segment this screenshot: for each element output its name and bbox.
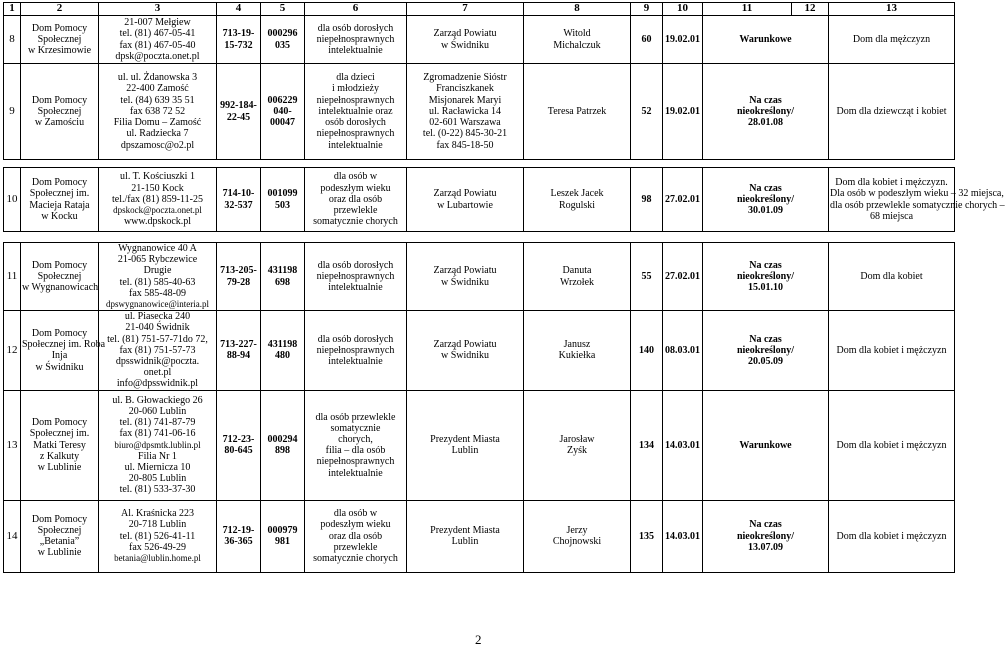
resident-type-cell-line: podeszłym wieku <box>320 519 391 531</box>
regon-cell <box>217 500 261 572</box>
permit-period-cell-line: 15.01.10 <box>748 282 783 294</box>
regon-cell-line: 15-732 <box>224 39 253 51</box>
regon-cell-line: 88-94 <box>226 350 251 362</box>
nip-cell-line: 503 <box>275 199 290 211</box>
facility-name-cell <box>21 311 106 390</box>
facility-name-cell-line: Społecznej <box>37 33 82 45</box>
facility-name-cell-line: Społecznej im. <box>29 428 90 440</box>
facility-name-cell-line: w Wygnanowicach <box>22 282 99 294</box>
table-row <box>4 243 955 311</box>
header-cell: 7 <box>407 3 524 16</box>
regon-cell-line: 714-10- <box>222 188 255 200</box>
governing-body-cell <box>407 390 524 500</box>
resident-type-cell-line: osób dorosłych <box>325 117 386 129</box>
resident-type-cell <box>305 64 407 160</box>
resident-type-cell-line: intelektualnie <box>328 467 383 479</box>
nip-cell <box>261 16 305 64</box>
facility-name-cell-line: Społecznej im. Roba <box>22 339 106 351</box>
address-cell <box>99 390 217 500</box>
resident-type-cell-line: dla osób dorosłych <box>317 259 394 271</box>
address-cell-line: dpsk@poczta.onet.pl <box>115 50 200 62</box>
decision-date-cell: 27.02.01 <box>663 243 703 311</box>
nip-cell-line: 898 <box>275 445 290 457</box>
permit-period-cell-line: 13.07.09 <box>748 541 783 553</box>
resident-type-cell-line: dla osób przewlekle <box>315 411 396 423</box>
regon-cell-line: 713-205- <box>220 265 257 277</box>
remarks-cell-line: Dom dla kobiet i mężczyzn <box>836 439 947 451</box>
resident-type-cell-line: somatycznie chorych <box>313 552 398 564</box>
director-cell <box>524 390 631 500</box>
director-cell-line: Rogulski <box>558 199 596 211</box>
governing-body-cell <box>407 168 524 232</box>
header-cell: 9 <box>631 3 663 16</box>
director-cell-line: Leszek Jacek <box>550 188 604 200</box>
page-number: 2 <box>475 632 482 647</box>
facility-name-cell-line: Społecznej im. <box>29 188 90 200</box>
director-cell-line: Witold <box>563 28 591 40</box>
header-cell: 3 <box>99 3 217 16</box>
remarks-cell <box>829 390 955 500</box>
governing-body-cell-line: Zgromadzenie Sióstr <box>423 72 507 84</box>
address-cell-line: tel. (81) 533-37-30 <box>119 484 196 496</box>
table-row <box>4 168 955 232</box>
lp-cell: 10 <box>4 168 21 232</box>
resident-type-cell-line: podeszłym wieku <box>320 182 391 194</box>
header-cell: 12 <box>792 3 829 16</box>
resident-type-cell-line: niepełnosprawnych <box>316 94 395 106</box>
nip-cell-line: 480 <box>275 350 290 362</box>
address-cell-line: tel. (81) 585-40-63 <box>119 276 196 288</box>
director-cell-line: Michalczuk <box>553 39 601 51</box>
facility-name-cell-line: „Betania” <box>39 536 80 548</box>
governing-body-cell-line: Prezydent Miasta <box>430 524 500 536</box>
places-cell: 55 <box>631 243 663 311</box>
resident-type-cell-line: niepełnosprawnych <box>316 271 395 282</box>
facility-name-cell-line: Dom Pomocy <box>31 513 88 525</box>
facility-name-cell-line: Macieja Rataja <box>29 199 90 211</box>
director-cell-line: Teresa Patrzek <box>547 105 607 117</box>
address-cell <box>99 16 217 64</box>
address-cell-line: Al. Kraśnicka 223 <box>120 508 195 520</box>
header-row <box>4 3 955 16</box>
nip-cell <box>261 311 305 390</box>
facility-name-cell-line: w Lublinie <box>37 461 82 473</box>
decision-date-cell: 08.03.01 <box>663 311 703 390</box>
facility-name-cell <box>21 168 99 232</box>
header-cell: 5 <box>261 3 305 16</box>
facility-name-cell <box>21 64 99 160</box>
address-cell-line: 21-065 Rybczewice <box>117 254 198 266</box>
resident-type-cell-line: dla dzieci <box>336 72 375 84</box>
address-cell-line: Filia Domu – Zamość <box>113 117 202 129</box>
director-cell-line: Zyśk <box>567 445 587 457</box>
address-cell-line: fax (81) 467-05-40 <box>119 39 196 51</box>
governing-body-cell-line: w Lubartowie <box>437 199 493 211</box>
director-cell <box>524 243 631 311</box>
permit-period-cell-line: Warunkowe <box>739 33 792 45</box>
governing-body-cell-line: w Świdniku <box>440 276 490 288</box>
lp-cell: 8 <box>4 16 21 64</box>
regon-cell-line: 36-365 <box>224 536 253 548</box>
resident-type-cell-line: intelektualnie <box>328 45 383 57</box>
resident-type-cell <box>305 168 407 232</box>
regon-cell-line: 992-184- <box>220 100 257 112</box>
address-cell-line: Drugie <box>143 265 172 277</box>
nip-cell-line: 001099 <box>267 188 298 200</box>
nip-cell-line: 006229 <box>267 94 298 106</box>
remarks-cell-line: 68 miejsca <box>869 210 914 222</box>
remarks-cell-line: Dla osób w podeszłym wieku – 32 miejsca, <box>830 188 1004 200</box>
resident-type-cell-line: oraz dla osób <box>328 530 383 542</box>
places-cell: 135 <box>631 500 663 572</box>
director-cell <box>524 16 631 64</box>
resident-type-cell <box>305 16 407 64</box>
header-cell: 13 <box>829 3 955 16</box>
resident-type-cell-line: somatycznie <box>330 422 381 434</box>
resident-type-cell-line: somatycznie chorych <box>313 216 398 228</box>
governing-body-cell <box>407 16 524 64</box>
regon-cell <box>217 311 261 390</box>
director-cell-line: Jarosław <box>559 433 595 445</box>
resident-type-cell-line: filia – dla osób <box>325 445 386 457</box>
remarks-cell <box>829 311 955 390</box>
lp-cell: 13 <box>4 390 21 500</box>
governing-body-cell-line: ul. Racławicka 14 <box>429 105 501 117</box>
resident-type-cell-line: dla osób w <box>333 171 378 183</box>
director-cell-line: Janusz <box>563 339 591 351</box>
decision-date-cell: 19.02.01 <box>663 16 703 64</box>
table-row <box>4 390 955 500</box>
facility-name-cell-line: Dom Pomocy <box>31 22 88 34</box>
dps-registry-table <box>3 2 1005 573</box>
places-cell: 140 <box>631 311 663 390</box>
address-cell-line: ul. B. Głowackiego 26 <box>112 394 203 406</box>
table-row <box>4 64 955 160</box>
permit-period-cell-line: nieokreślony/ <box>736 105 795 117</box>
permit-period-cell <box>703 311 829 390</box>
governing-body-cell-line: 02-601 Warszawa <box>429 117 501 129</box>
address-cell-line: ul. ul. Żdanowska 3 <box>117 72 198 84</box>
address-cell-line: ul. Piasecka 240 <box>124 311 191 323</box>
resident-type-cell <box>305 390 407 500</box>
regon-cell-line: 712-19- <box>222 524 255 536</box>
address-cell-line: biuro@dpsmtk.lublin.pl <box>114 439 201 450</box>
permit-period-cell-line: Na czas <box>749 94 782 106</box>
address-cell-line: 20-718 Lublin <box>128 519 187 531</box>
places-cell: 60 <box>631 16 663 64</box>
permit-period-cell <box>703 168 829 232</box>
decision-date-cell: 14.03.01 <box>663 500 703 572</box>
permit-period-cell-line: nieokreślony/ <box>736 344 795 356</box>
facility-name-cell-line: w Zamościu <box>34 117 85 129</box>
permit-period-cell-line: nieokreślony/ <box>736 193 795 205</box>
nip-cell-line: 040- <box>273 105 292 117</box>
regon-cell <box>217 16 261 64</box>
permit-period-cell-line: nieokreślony/ <box>736 530 795 542</box>
permit-period-cell <box>703 16 829 64</box>
governing-body-cell-line: Zarząd Powiatu <box>433 265 497 277</box>
regon-cell <box>217 168 261 232</box>
places-cell: 98 <box>631 168 663 232</box>
nip-cell-line: 00047 <box>270 117 295 129</box>
facility-name-cell-line: Inja <box>51 350 68 362</box>
governing-body-cell-line: Franciszkanek <box>436 83 494 95</box>
address-cell-line: tel. (81) 751-57-71do 72, <box>107 333 208 345</box>
facility-name-cell <box>21 243 99 311</box>
remarks-cell-line: Dom dla dziewcząt i kobiet <box>836 105 947 117</box>
facility-name-cell-line: Społecznej <box>37 524 82 536</box>
address-cell-line: tel. (81) 526-41-11 <box>119 530 196 542</box>
resident-type-cell-line: chorych, <box>338 433 373 445</box>
nip-cell-line: 000294 <box>267 433 298 445</box>
resident-type-cell <box>305 243 407 311</box>
nip-cell <box>261 500 305 572</box>
governing-body-cell-line: Lublin <box>451 536 479 548</box>
governing-body-cell <box>407 64 524 160</box>
address-cell <box>99 311 217 390</box>
address-cell-line: ul. Radziecka 7 <box>126 128 189 140</box>
nip-cell-line: 981 <box>275 536 290 548</box>
address-cell-line: 21-150 Kock <box>131 182 184 194</box>
facility-name-cell-line: Dom Pomocy <box>31 177 88 189</box>
address-cell-line: fax 585-48-09 <box>129 287 186 299</box>
resident-type-cell-line: niepełnosprawnych <box>316 33 395 45</box>
remarks-cell-line: Dom dla kobiet i mężczyzn <box>836 344 947 356</box>
address-cell-line: ul. T. Kościuszki 1 <box>120 171 195 183</box>
nip-cell-line: 000979 <box>267 524 298 536</box>
facility-name-cell <box>21 390 99 500</box>
decision-date-cell: 14.03.01 <box>663 390 703 500</box>
director-cell <box>524 500 631 572</box>
permit-period-cell-line: 28.01.08 <box>748 117 783 129</box>
facility-name-cell-line: w Krzesimowie <box>27 45 92 57</box>
regon-cell-line: 713-227- <box>220 339 257 351</box>
address-cell <box>99 168 217 232</box>
resident-type-cell-line: oraz dla osób <box>328 193 383 205</box>
address-cell-line: fax (81) 741-06-16 <box>119 428 196 440</box>
governing-body-cell-line: w Świdniku <box>440 39 490 51</box>
resident-type-cell-line: dla osób dorosłych <box>317 333 394 345</box>
governing-body-cell <box>407 243 524 311</box>
address-cell-line: 21-007 Mełgiew <box>124 17 191 29</box>
nip-cell <box>261 168 305 232</box>
remarks-cell-line: Dom dla kobiet i mężczyzn <box>836 530 947 542</box>
address-cell-line: Filia Nr 1 <box>138 450 177 462</box>
governing-body-cell-line: Prezydent Miasta <box>430 433 500 445</box>
governing-body-cell-line: Zarząd Powiatu <box>433 188 497 200</box>
permit-period-cell-line: Na czas <box>749 259 782 271</box>
permit-period-cell-line: Na czas <box>749 333 782 345</box>
address-cell-line: onet.pl <box>143 367 172 379</box>
governing-body-cell-line: Misjonarek Maryi <box>428 94 502 106</box>
facility-name-cell-line: Matki Teresy <box>33 439 86 451</box>
lp-cell: 14 <box>4 500 21 572</box>
resident-type-cell-line: intelektualnie <box>328 356 383 368</box>
facility-name-cell-line: w Świdniku <box>35 361 84 373</box>
row-spacer <box>4 160 955 168</box>
nip-cell <box>261 243 305 311</box>
governing-body-cell-line: fax 845-18-50 <box>436 139 494 151</box>
director-cell-line: Danuta <box>562 265 592 277</box>
nip-cell-line: 431198 <box>267 265 298 277</box>
facility-name-cell-line: Społecznej <box>37 105 82 117</box>
address-cell-line: 20-060 Lublin <box>128 405 187 417</box>
governing-body-cell <box>407 500 524 572</box>
header-cell: 8 <box>524 3 631 16</box>
permit-period-cell-line: Warunkowe <box>739 439 792 451</box>
address-cell-line: 22-400 Zamość <box>126 83 189 95</box>
table-row <box>4 500 955 572</box>
resident-type-cell <box>305 500 407 572</box>
nip-cell <box>261 64 305 160</box>
remarks-cell <box>829 168 1005 232</box>
resident-type-cell-line: dla osób dorosłych <box>317 22 394 34</box>
facility-name-cell-line: Dom Pomocy <box>31 417 88 429</box>
decision-date-cell: 19.02.01 <box>663 64 703 160</box>
nip-cell-line: 000296 <box>267 28 298 40</box>
address-cell-line: info@dpsswidnik.pl <box>116 378 199 390</box>
resident-type-cell-line: dla osób w <box>333 508 378 520</box>
regon-cell-line: 22-45 <box>226 111 251 123</box>
governing-body-cell <box>407 311 524 390</box>
regon-cell <box>217 390 261 500</box>
nip-cell-line: 431198 <box>267 339 298 351</box>
facility-name-cell-line: Dom Pomocy <box>31 94 88 106</box>
address-cell-line: betania@lublin.home.pl <box>114 552 201 563</box>
address-cell-line: tel. (81) 741-87-79 <box>119 417 196 429</box>
remarks-cell-line: dla osób przewlekle somatycznie chorych – <box>830 199 1005 211</box>
regon-cell-line: 80-645 <box>224 445 253 457</box>
facility-name-cell-line: w Kocku <box>41 210 78 222</box>
lp-cell: 9 <box>4 64 21 160</box>
permit-period-cell-line: nieokreślony/ <box>736 271 795 282</box>
address-cell-line: tel./fax (81) 859-11-25 <box>112 193 203 205</box>
governing-body-cell-line: w Świdniku <box>440 350 490 362</box>
table-row <box>4 16 955 64</box>
director-cell <box>524 311 631 390</box>
remarks-cell <box>829 500 955 572</box>
governing-body-cell-line: Zarząd Powiatu <box>433 28 497 40</box>
address-cell-line: fax 526-49-29 <box>129 541 186 553</box>
permit-period-cell <box>703 390 829 500</box>
remarks-cell <box>829 64 955 160</box>
address-cell-line: 21-040 Świdnik <box>125 322 190 334</box>
facility-name-cell-line: Społecznej <box>37 271 82 282</box>
table-row <box>4 311 955 390</box>
regon-cell-line: 713-19- <box>222 28 255 40</box>
governing-body-cell-line: tel. (0-22) 845-30-21 <box>422 128 508 140</box>
remarks-cell-line: Dom dla mężczyzn <box>852 33 931 45</box>
resident-type-cell-line: intelektualnie <box>328 282 383 294</box>
row-spacer <box>4 232 955 243</box>
address-cell-line: dpskock@poczta.onet.pl <box>113 205 202 216</box>
regon-cell-line: 79-28 <box>226 276 251 288</box>
permit-period-cell-line: Na czas <box>749 182 782 194</box>
header-cell: 4 <box>217 3 261 16</box>
decision-date-cell: 27.02.01 <box>663 168 703 232</box>
resident-type-cell-line: intelektualnie <box>328 139 383 151</box>
governing-body-cell-line: Lublin <box>451 445 479 457</box>
address-cell-line: fax (81) 751-57-73 <box>119 344 196 356</box>
director-cell-line: Kukiełka <box>558 350 596 362</box>
places-cell: 134 <box>631 390 663 500</box>
facility-name-cell-line: Dom Pomocy <box>31 259 88 271</box>
remarks-cell <box>829 16 955 64</box>
header-cell: 6 <box>305 3 407 16</box>
nip-cell-line: 698 <box>275 276 290 288</box>
address-cell-line: ul. Miernicza 10 <box>124 461 191 473</box>
header-cell: 11 <box>703 3 792 16</box>
director-cell <box>524 64 631 160</box>
address-cell <box>99 243 217 311</box>
address-cell-line: Wygnanowice 40 A <box>118 243 197 254</box>
address-cell-line: tel. (81) 467-05-41 <box>119 28 196 40</box>
address-cell-line: 20-805 Lublin <box>128 473 187 485</box>
remarks-cell-line: Dom dla kobiet <box>860 271 923 282</box>
address-cell <box>99 500 217 572</box>
regon-cell-line: 712-23- <box>222 433 255 445</box>
address-cell-line: fax 638 72 52 <box>129 105 186 117</box>
nip-cell <box>261 390 305 500</box>
address-cell-line: dpswygnanowice@interia.pl <box>105 299 209 310</box>
address-cell-line: dpsswidnik@poczta. <box>115 356 200 368</box>
resident-type-cell-line: i młodzieży <box>332 83 379 95</box>
governing-body-cell-line: Zarząd Powiatu <box>433 339 497 351</box>
address-cell-line: tel. (84) 639 35 51 <box>120 94 195 106</box>
director-cell-line: Jerzy <box>566 524 588 536</box>
header-cell: 10 <box>663 3 703 16</box>
remarks-cell <box>829 243 955 311</box>
address-cell-line: www.dpskock.pl <box>123 216 192 228</box>
header-cell: 1 <box>4 3 21 16</box>
resident-type-cell-line: niepełnosprawnych <box>316 456 395 468</box>
facility-name-cell-line: Dom Pomocy <box>31 328 88 340</box>
director-cell <box>524 168 631 232</box>
resident-type-cell-line: intelektualnie oraz <box>318 105 393 117</box>
address-cell <box>99 64 217 160</box>
header-cell: 2 <box>21 3 99 16</box>
nip-cell-line: 035 <box>275 39 290 51</box>
permit-period-cell-line: Na czas <box>749 519 782 531</box>
permit-period-cell-line: 30.01.09 <box>748 205 783 217</box>
resident-type-cell-line: niepełnosprawnych <box>316 128 395 140</box>
resident-type-cell <box>305 311 407 390</box>
facility-name-cell-line: w Lublinie <box>37 547 82 559</box>
lp-cell: 12 <box>4 311 21 390</box>
regon-cell <box>217 64 261 160</box>
director-cell-line: Chojnowski <box>552 536 602 548</box>
address-cell-line: dpszamosc@o2.pl <box>120 139 195 151</box>
permit-period-cell <box>703 243 829 311</box>
director-cell-line: Wrzołek <box>559 276 595 288</box>
permit-period-cell <box>703 500 829 572</box>
resident-type-cell-line: przewlekle <box>333 205 378 217</box>
facility-name-cell <box>21 16 99 64</box>
lp-cell: 11 <box>4 243 21 311</box>
resident-type-cell-line: niepełnosprawnych <box>316 344 395 356</box>
facility-name-cell-line: z Kalkuty <box>39 450 80 462</box>
permit-period-cell-line: 20.05.09 <box>748 356 783 368</box>
resident-type-cell-line: przewlekle <box>333 541 378 553</box>
remarks-cell-line: Dom dla kobiet i mężczyzn. <box>835 177 948 189</box>
regon-cell-line: 32-537 <box>224 199 253 211</box>
facility-name-cell <box>21 500 99 572</box>
places-cell: 52 <box>631 64 663 160</box>
regon-cell <box>217 243 261 311</box>
permit-period-cell <box>703 64 829 160</box>
